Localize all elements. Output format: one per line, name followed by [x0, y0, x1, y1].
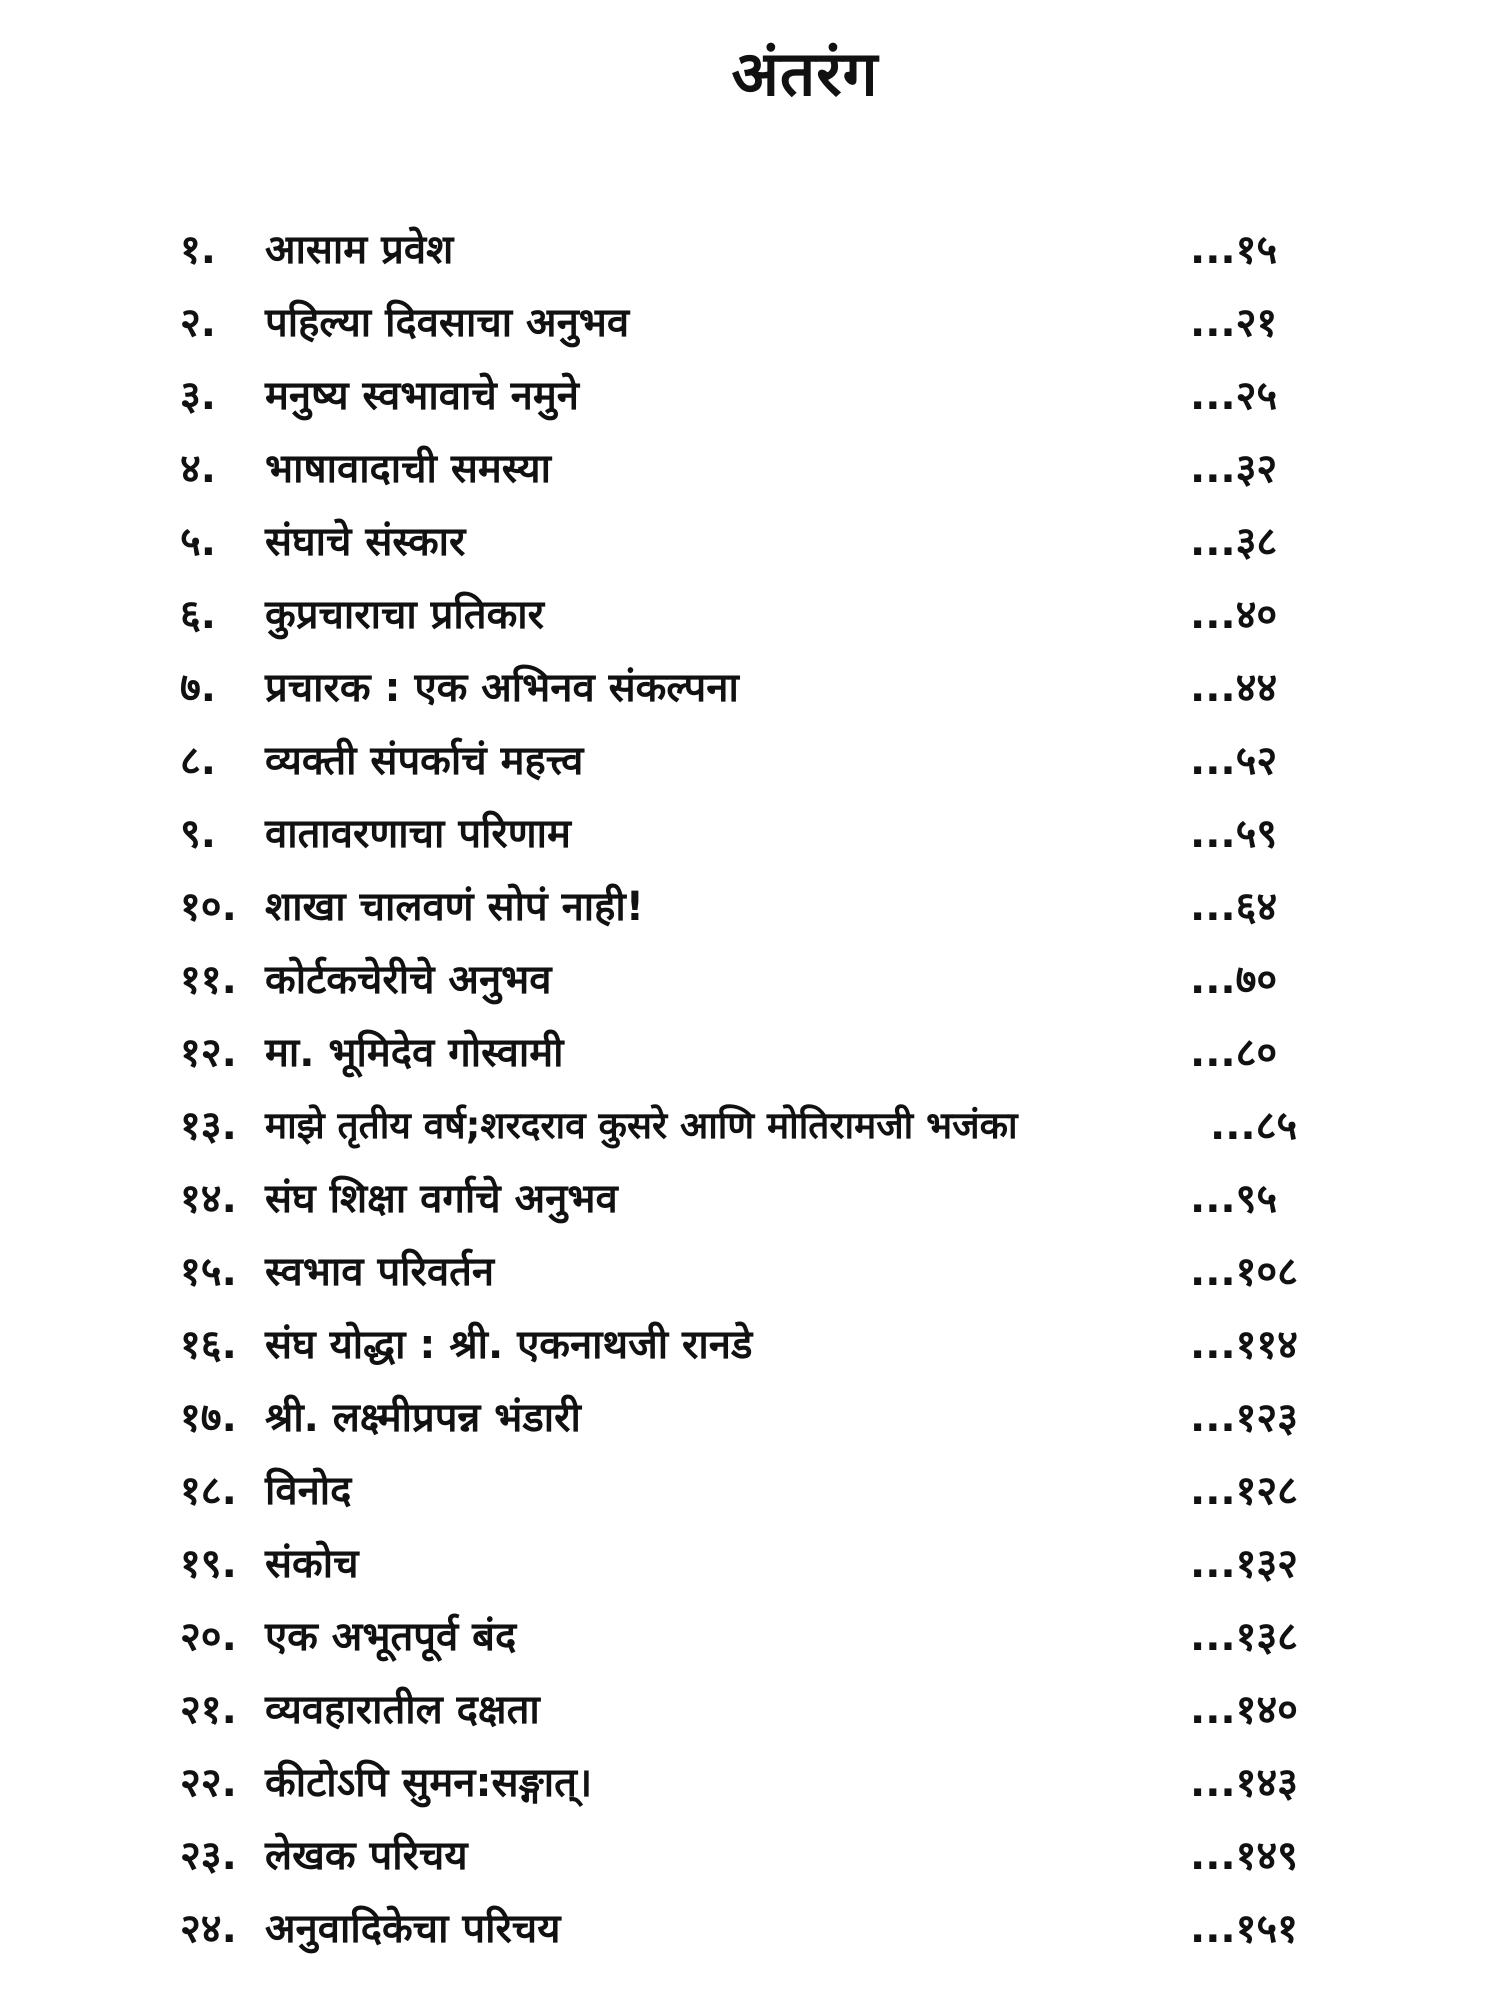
toc-entry-2 [180, 293, 1330, 353]
entry-number: ४. [180, 446, 216, 492]
entry-number: १६. [180, 1322, 237, 1368]
entry-heading: कोर्टकचेरीचे अनुभव [265, 957, 552, 1003]
entry-heading: व्यवहारातील दक्षता [265, 1687, 540, 1733]
entry-number: ९. [180, 811, 216, 857]
entry-number: १४. [180, 1176, 237, 1222]
entry-heading: माझे तृतीय वर्ष;शरदराव कुसरे आणि मोतिरामजी भजंका [265, 1104, 1018, 1147]
entry-number: ११. [180, 957, 237, 1003]
entry-number: २३. [180, 1833, 237, 1879]
entry-number: ६. [180, 592, 216, 638]
toc-entry-1 [180, 220, 1330, 280]
entry-page: ...१५ [1190, 227, 1278, 273]
entry-heading: संघ शिक्षा वर्गाचे अनुभव [265, 1176, 618, 1222]
entry-number: १०. [180, 884, 237, 930]
entry-number: ८. [180, 738, 216, 784]
toc-entry-20 [180, 1607, 1330, 1667]
entry-heading: वातावरणाचा परिणाम [265, 811, 571, 857]
entry-heading: लेखक परिचय [265, 1833, 468, 1879]
entry-page: ...४० [1190, 592, 1278, 638]
toc-entry-12 [180, 1023, 1330, 1083]
entry-page: ...१३२ [1190, 1541, 1298, 1587]
toc-entry-24 [180, 1899, 1330, 1959]
entry-heading: भाषावादाची समस्या [265, 446, 551, 492]
toc-entry-7 [180, 658, 1330, 718]
entry-page: ...१४० [1190, 1687, 1298, 1733]
entry-heading: स्वभाव परिवर्तन [265, 1249, 495, 1295]
entry-number: १७. [180, 1395, 237, 1441]
entry-page: ...१४३ [1190, 1760, 1298, 1806]
entry-page: ...७० [1190, 957, 1278, 1003]
toc-entry-6 [180, 585, 1330, 645]
entry-page: ...१०८ [1190, 1249, 1298, 1295]
entry-heading: शाखा चालवणं सोपं नाही! [265, 884, 644, 930]
entry-page: ...८० [1190, 1030, 1278, 1076]
entry-heading: कुप्रचाराचा प्रतिकार [265, 592, 545, 638]
entry-number: १. [180, 227, 216, 273]
entry-page: ...४४ [1190, 665, 1278, 711]
entry-heading: विनोद [265, 1468, 352, 1514]
entry-number: १५. [180, 1249, 237, 1295]
toc-entry-16 [180, 1315, 1330, 1375]
entry-number: ७. [180, 665, 216, 711]
toc-entry-3 [180, 366, 1330, 426]
toc-entry-5 [180, 512, 1330, 572]
toc-entry-9 [180, 804, 1330, 864]
entry-number: २०. [180, 1614, 237, 1660]
toc-entry-11 [180, 950, 1330, 1010]
entry-number: १८. [180, 1468, 237, 1514]
entry-page: ...१५१ [1190, 1906, 1298, 1952]
entry-page: ...१३८ [1190, 1614, 1298, 1660]
toc-entry-23 [180, 1826, 1330, 1886]
entry-heading: प्रचारक : एक अभिनव संकल्पना [265, 665, 739, 711]
entry-heading: कीटोऽपि सुमन:सङ्गात्। [265, 1760, 593, 1806]
entry-number: २. [180, 300, 216, 346]
entry-page: ...५२ [1190, 738, 1278, 784]
toc-entry-4 [180, 439, 1330, 499]
entry-number: २४. [180, 1906, 237, 1952]
entry-page: ...३२ [1190, 446, 1278, 492]
entry-number: १२. [180, 1030, 237, 1076]
toc-entry-13 [180, 1096, 1330, 1156]
entry-number: १९. [180, 1541, 237, 1587]
entry-heading: श्री. लक्ष्मीप्रपन्न भंडारी [265, 1395, 581, 1441]
table-of-contents [0, 200, 1500, 1980]
entry-heading: संघ योद्धा : श्री. एकनाथजी रानडे [265, 1322, 753, 1368]
toc-entry-15 [180, 1242, 1330, 1302]
entry-heading: मा. भूमिदेव गोस्वामी [265, 1030, 564, 1076]
entry-page: ...६४ [1190, 884, 1278, 930]
entry-number: ३. [180, 373, 216, 419]
entry-page: ...२५ [1190, 373, 1278, 419]
entry-page: ...९५ [1190, 1176, 1278, 1222]
entry-number: ५. [180, 519, 216, 565]
entry-page: ...१२८ [1190, 1468, 1298, 1514]
entry-heading: संकोच [265, 1541, 359, 1587]
entry-page: ...१२३ [1190, 1395, 1298, 1441]
entry-heading: पहिल्या दिवसाचा अनुभव [265, 300, 630, 346]
entry-heading: व्यक्ती संपर्काचं महत्त्व [265, 738, 584, 784]
entry-heading: एक अभूतपूर्व बंद [265, 1614, 517, 1660]
page-title: अंतरंग [731, 37, 879, 110]
entry-page: ...३८ [1190, 519, 1278, 565]
entry-number: २१. [180, 1687, 237, 1733]
entry-page: ...५९ [1190, 811, 1278, 857]
entry-page: ...२१ [1190, 300, 1278, 346]
toc-entry-17 [180, 1388, 1330, 1448]
entry-heading: संघाचे संस्कार [265, 519, 466, 565]
entry-number: १३. [180, 1103, 237, 1149]
entry-heading: मनुष्य स्वभावाचे नमुने [265, 373, 579, 419]
toc-entry-19 [180, 1534, 1330, 1594]
entry-page: ...१४९ [1190, 1833, 1298, 1879]
toc-entry-8 [180, 731, 1330, 791]
entry-page: ...८५ [1210, 1103, 1298, 1149]
toc-entry-10 [180, 877, 1330, 937]
entry-number: २२. [180, 1760, 237, 1806]
entry-heading: आसाम प्रवेश [265, 227, 454, 273]
toc-entry-21 [180, 1680, 1330, 1740]
toc-entry-22 [180, 1753, 1330, 1813]
toc-entry-14 [180, 1169, 1330, 1229]
toc-entry-18 [180, 1461, 1330, 1521]
entry-heading: अनुवादिकेचा परिचय [265, 1906, 561, 1952]
entry-page: ...११४ [1190, 1322, 1298, 1368]
